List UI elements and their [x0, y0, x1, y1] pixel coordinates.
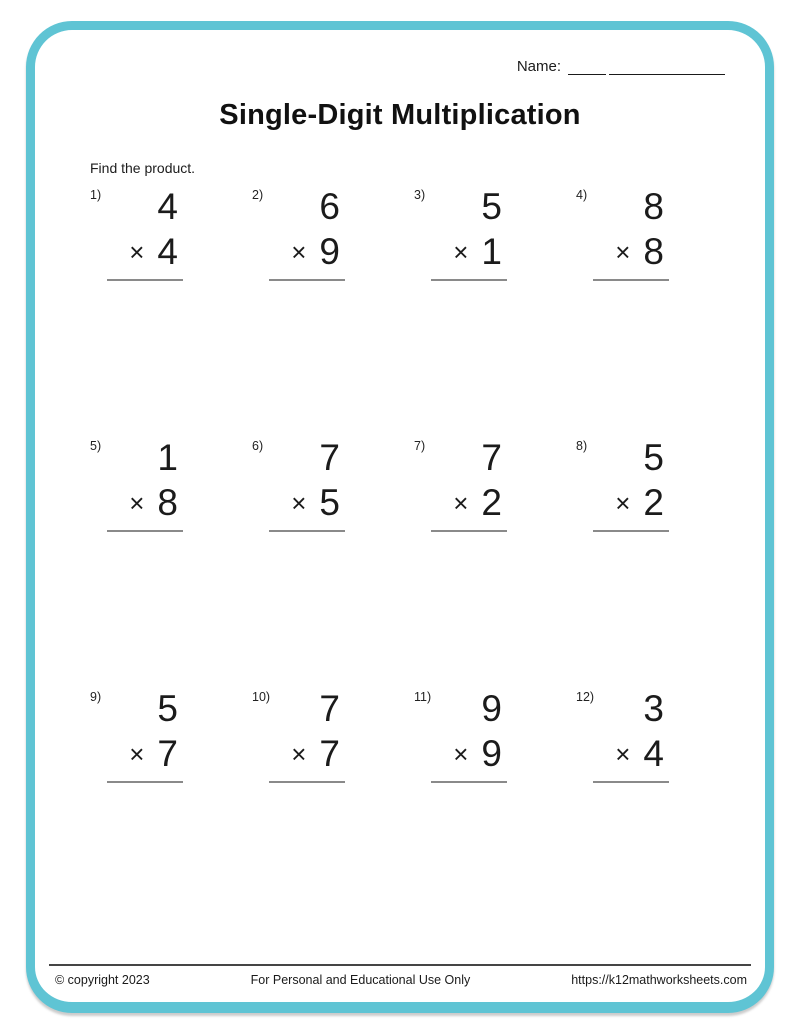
- problem-work: [107, 436, 183, 532]
- instruction-text: Find the product.: [90, 160, 196, 176]
- answer-line[interactable]: [107, 530, 183, 532]
- problem-8: [576, 436, 676, 546]
- page-title: Single-Digit Multiplication: [219, 99, 581, 131]
- multiplier: 9: [481, 733, 502, 774]
- answer-line[interactable]: [431, 279, 507, 281]
- problem-5: [90, 436, 190, 546]
- multiplier: 4: [643, 733, 664, 774]
- footer: [55, 973, 747, 987]
- problem-number: 2): [252, 188, 264, 202]
- problem-number: 7): [414, 439, 426, 453]
- multiply-sign-icon: ×: [615, 739, 631, 769]
- worksheet-page: [26, 21, 774, 1013]
- problem-work: [269, 436, 345, 532]
- problem-4: [576, 185, 676, 295]
- answer-line[interactable]: [269, 781, 345, 783]
- multiplier-row: [269, 229, 345, 275]
- problem-7: [414, 436, 514, 546]
- problem-work: [269, 687, 345, 783]
- multiplier-row: [593, 731, 669, 777]
- problem-work: [593, 185, 669, 281]
- name-field: [517, 58, 725, 75]
- multiplier: 2: [481, 482, 502, 523]
- answer-line[interactable]: [269, 530, 345, 532]
- problem-10: [252, 687, 352, 797]
- multiplicand: 5: [157, 688, 178, 729]
- problem-number: 9): [90, 690, 102, 704]
- problem-12: [576, 687, 676, 797]
- usage-text: For Personal and Educational Use Only: [250, 973, 471, 987]
- problem-number: 5): [90, 439, 102, 453]
- name-blank-line[interactable]: [568, 60, 606, 75]
- footer-divider: [49, 964, 751, 966]
- problem-number: 11): [414, 690, 432, 704]
- multiplicand: 6: [319, 186, 340, 227]
- problem-number: 4): [576, 188, 588, 202]
- answer-line[interactable]: [431, 781, 507, 783]
- multiplicand: 4: [157, 186, 178, 227]
- answer-line[interactable]: [269, 279, 345, 281]
- problem-work: [431, 687, 507, 783]
- name-label: Name:: [516, 58, 561, 75]
- answer-line[interactable]: [431, 530, 507, 532]
- multiplier: 2: [643, 482, 664, 523]
- multiplier-row: [269, 731, 345, 777]
- multiply-sign-icon: ×: [291, 237, 307, 267]
- name-blank-line[interactable]: [609, 60, 725, 75]
- multiplier-row: [593, 229, 669, 275]
- problem-work: [593, 687, 669, 783]
- problem-number: 1): [90, 188, 102, 202]
- multiply-sign-icon: ×: [129, 739, 145, 769]
- answer-line[interactable]: [107, 781, 183, 783]
- multiplier: 7: [157, 733, 178, 774]
- multiply-sign-icon: ×: [129, 488, 145, 518]
- problem-work: [431, 436, 507, 532]
- multiplier-row: [431, 731, 507, 777]
- multiplier-row: [431, 229, 507, 275]
- problem-6: [252, 436, 352, 546]
- multiplicand: 7: [319, 437, 340, 478]
- problem-2: [252, 185, 352, 295]
- multiplier-row: [431, 480, 507, 526]
- multiply-sign-icon: ×: [129, 237, 145, 267]
- multiply-sign-icon: ×: [291, 488, 307, 518]
- multiplicand: 5: [481, 186, 502, 227]
- problems-grid: [90, 185, 676, 797]
- multiply-sign-icon: ×: [453, 488, 469, 518]
- multiply-sign-icon: ×: [453, 739, 469, 769]
- multiplicand: 7: [481, 437, 502, 478]
- multiplier: 8: [643, 231, 664, 272]
- multiplier-row: [269, 480, 345, 526]
- multiplier: 1: [481, 231, 502, 272]
- answer-line[interactable]: [593, 530, 669, 532]
- multiplicand: 9: [481, 688, 502, 729]
- problem-11: [414, 687, 514, 797]
- problem-number: 12): [576, 690, 595, 704]
- multiply-sign-icon: ×: [615, 237, 631, 267]
- answer-line[interactable]: [593, 781, 669, 783]
- multiplicand: 7: [319, 688, 340, 729]
- multiplier-row: [107, 480, 183, 526]
- copyright-text: © copyright 2023: [55, 973, 150, 987]
- answer-line[interactable]: [593, 279, 669, 281]
- answer-line[interactable]: [107, 279, 183, 281]
- problem-9: [90, 687, 190, 797]
- multiplier: 9: [319, 231, 340, 272]
- multiplicand: 1: [157, 437, 178, 478]
- problem-work: [593, 436, 669, 532]
- problem-work: [107, 185, 183, 281]
- multiplier-row: [107, 731, 183, 777]
- problem-number: 3): [414, 188, 426, 202]
- problem-number: 8): [576, 439, 588, 453]
- multiply-sign-icon: ×: [291, 739, 307, 769]
- website-url: https://k12mathworksheets.com: [571, 973, 747, 987]
- multiplicand: 8: [643, 186, 664, 227]
- multiply-sign-icon: ×: [453, 237, 469, 267]
- multiplicand: 5: [643, 437, 664, 478]
- problem-1: [90, 185, 190, 295]
- problem-work: [269, 185, 345, 281]
- multiplier: 4: [157, 231, 178, 272]
- problem-number: 6): [252, 439, 264, 453]
- multiplier: 7: [319, 733, 340, 774]
- problem-work: [431, 185, 507, 281]
- problem-3: [414, 185, 514, 295]
- multiplier: 5: [319, 482, 340, 523]
- multiply-sign-icon: ×: [615, 488, 631, 518]
- multiplier: 8: [157, 482, 178, 523]
- problem-number: 10): [252, 690, 271, 704]
- multiplier-row: [107, 229, 183, 275]
- problem-work: [107, 687, 183, 783]
- multiplier-row: [593, 480, 669, 526]
- multiplicand: 3: [643, 688, 664, 729]
